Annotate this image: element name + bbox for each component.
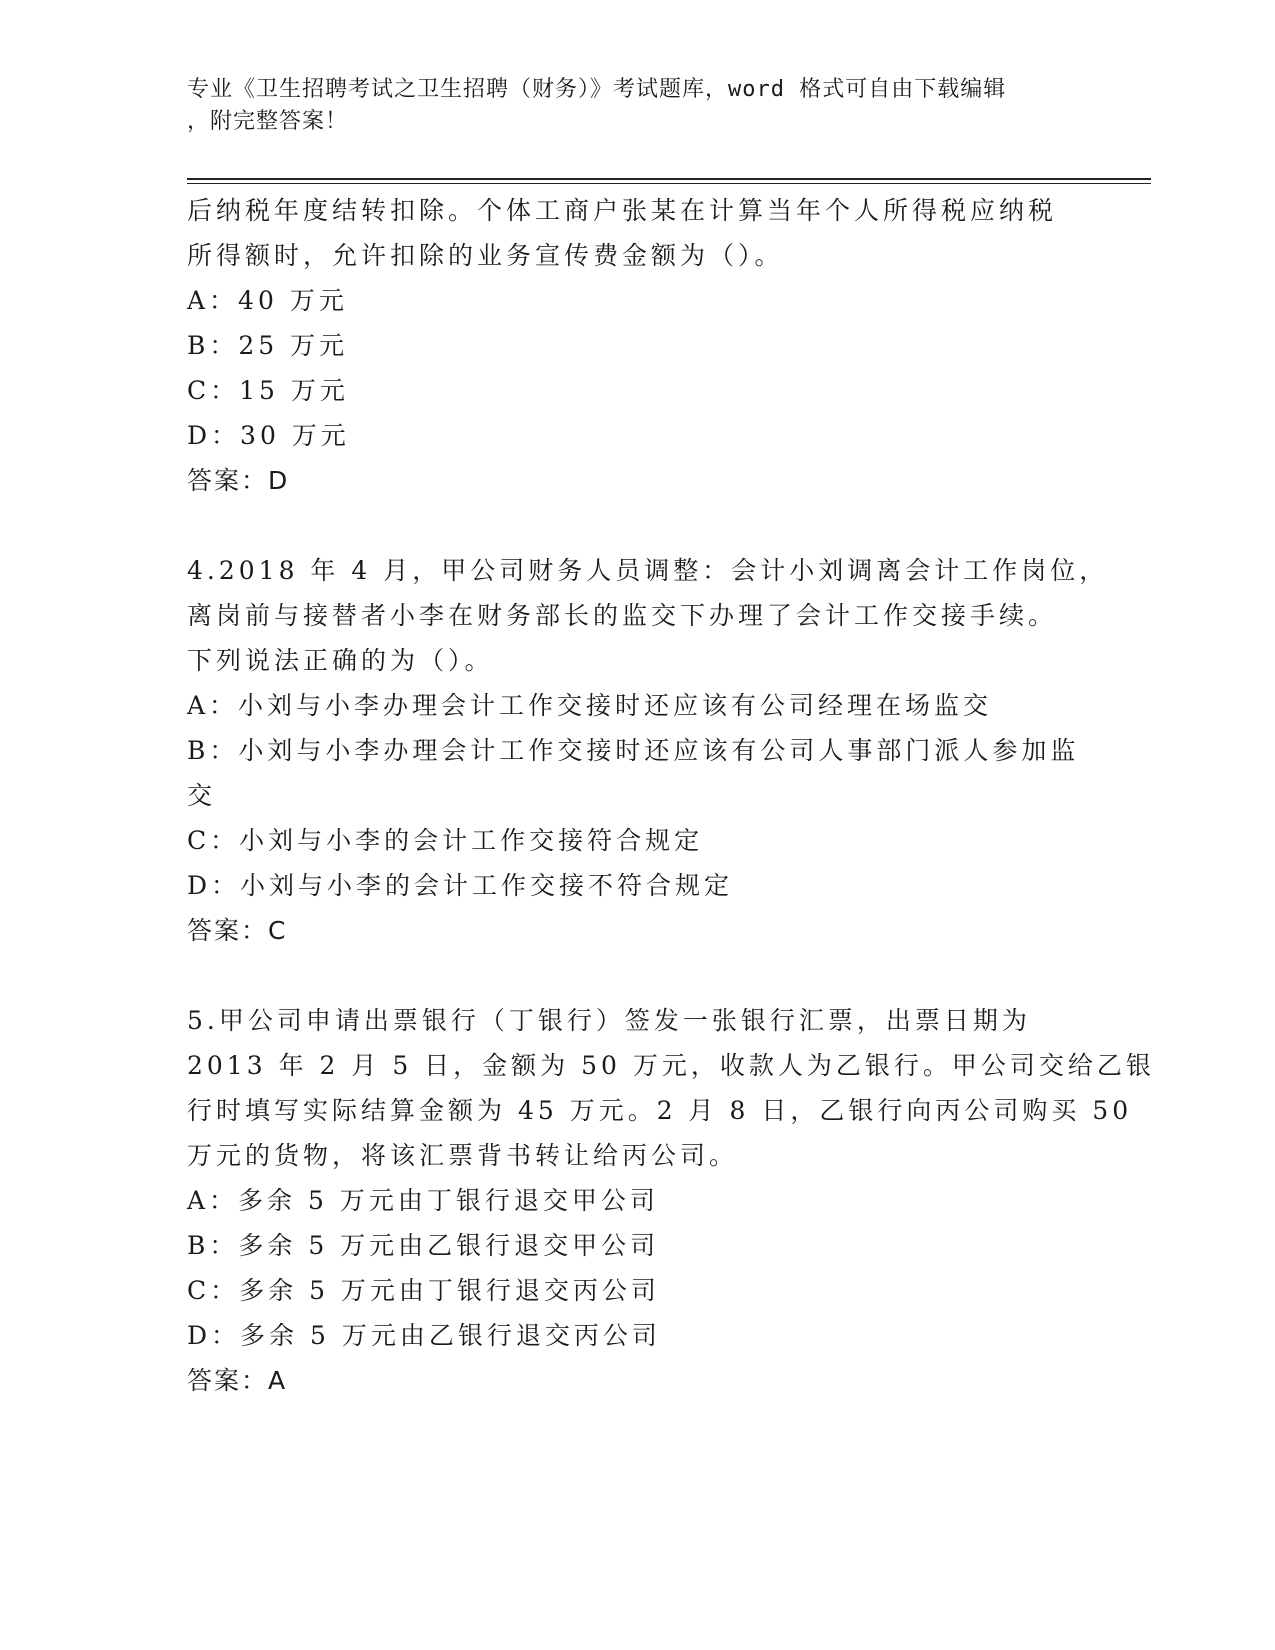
option-c: C：15 万元 <box>187 376 349 405</box>
option-a: A：多余 5 万元由丁银行退交甲公司 <box>187 1186 659 1215</box>
answer: 答案：A <box>187 1366 288 1395</box>
option-d: D：30 万元 <box>187 421 350 450</box>
option-a: A：40 万元 <box>187 286 348 315</box>
question-stem: 行时填写实际结算金额为 45 万元。2 月 8 日，乙银行向丙公司购买 50 <box>187 1096 1133 1125</box>
answer: 答案：C <box>187 916 288 945</box>
question-5 <box>187 998 1155 1403</box>
question-3 <box>187 188 1087 503</box>
question-stem: 后纳税年度结转扣除。个体工商户张某在计算当年个人所得税应纳税 <box>187 196 1058 225</box>
option-d: D：多余 5 万元由乙银行退交丙公司 <box>187 1321 661 1350</box>
header-line-1: 专业《卫生招聘考试之卫生招聘（财务）》考试题库，word 格式可自由下载编辑 <box>187 77 1007 102</box>
question-4 <box>187 548 1109 953</box>
option-b: B：多余 5 万元由乙银行退交甲公司 <box>187 1231 660 1260</box>
question-stem: 万元的货物，将该汇票背书转让给丙公司。 <box>187 1141 739 1170</box>
question-stem: 所得额时，允许扣除的业务宣传费金额为（）。 <box>187 241 784 270</box>
document-header <box>187 74 1067 138</box>
question-stem: 5.甲公司申请出票银行（丁银行）签发一张银行汇票，出票日期为 <box>187 1006 1031 1035</box>
spacer <box>187 953 1087 998</box>
option-a: A：小刘与小李办理会计工作交接时还应该有公司经理在场监交 <box>187 691 993 720</box>
option-c: C：多余 5 万元由丁银行退交丙公司 <box>187 1276 660 1305</box>
header-line-2: ，附完整答案！ <box>187 109 349 134</box>
question-content <box>187 188 1155 1403</box>
question-stem: 2013 年 2 月 5 日，金额为 50 万元，收款人为乙银行。甲公司交给乙银 <box>187 1051 1155 1080</box>
header-divider-thick <box>187 178 1151 180</box>
option-b: B：25 万元 <box>187 331 349 360</box>
option-b: B：小刘与小李办理会计工作交接时还应该有公司人事部门派人参加监 <box>187 736 1080 765</box>
option-c: C：小刘与小李的会计工作交接符合规定 <box>187 826 704 855</box>
question-stem: 4.2018 年 4 月，甲公司财务人员调整：会计小刘调离会计工作岗位， <box>187 556 1109 585</box>
question-stem: 下列说法正确的为（）。 <box>187 646 494 675</box>
question-stem: 离岗前与接替者小李在财务部长的监交下办理了会计工作交接手续。 <box>187 601 1058 630</box>
answer: 答案：D <box>187 466 290 495</box>
option-d: D：小刘与小李的会计工作交接不符合规定 <box>187 871 734 900</box>
option-b-continued: 交 <box>187 781 217 810</box>
header-divider-thin <box>187 183 1151 184</box>
spacer <box>187 503 1087 548</box>
